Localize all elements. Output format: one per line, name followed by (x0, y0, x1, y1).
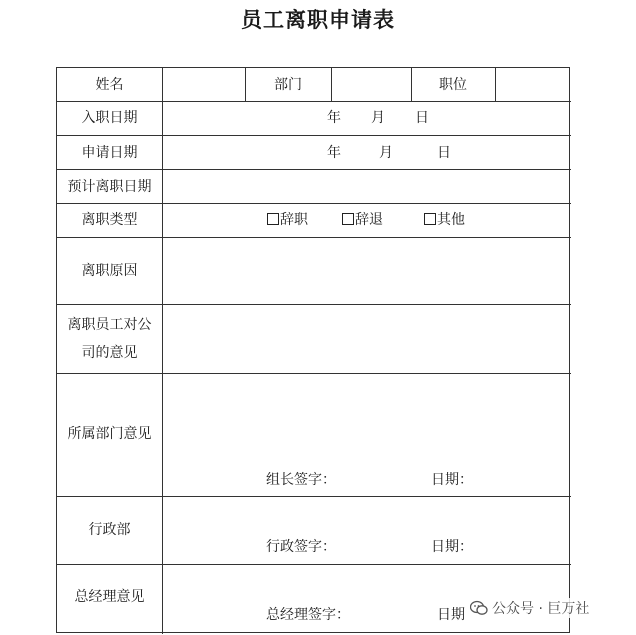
hire-date-day: 日 (415, 110, 429, 126)
hire-date-month: 月 (371, 110, 385, 126)
reason-field[interactable] (163, 238, 570, 304)
checkbox-icon[interactable] (342, 213, 354, 225)
row-divider (57, 101, 571, 102)
watermark (470, 598, 589, 618)
team-leader-sign-label: 组长签字： (266, 472, 336, 488)
option-dismissed-label: 辞退 (355, 212, 383, 228)
admin-sign-label: 行政签字： (266, 539, 336, 555)
option-resign-label: 辞职 (280, 212, 308, 228)
employee-opinion-label (57, 313, 162, 365)
wechat-icon (470, 600, 488, 616)
option-resign[interactable] (267, 211, 308, 229)
position-field[interactable] (496, 68, 570, 101)
employee-opinion-label-line1: 离职员工对公 (67, 317, 152, 333)
dept-date-label: 日期： (431, 472, 473, 488)
planned-date-label: 预计离职日期 (67, 179, 152, 195)
apply-date-label: 申请日期 (81, 145, 138, 161)
row-divider (57, 496, 571, 497)
dept-opinion-label: 所属部门意见 (67, 426, 152, 442)
dept-opinion-field[interactable] (163, 374, 570, 464)
option-other[interactable] (424, 211, 465, 229)
apply-date-day: 日 (437, 145, 451, 161)
reason-label: 离职原因 (81, 263, 138, 279)
resignation-form-table (56, 67, 570, 633)
hire-date-year: 年 (327, 110, 341, 126)
gm-opinion-label: 总经理意见 (74, 589, 145, 605)
department-label: 部门 (274, 77, 302, 93)
employee-opinion-field[interactable] (163, 305, 570, 373)
admin-date-label: 日期： (431, 539, 473, 555)
checkbox-icon[interactable] (424, 213, 436, 225)
position-label: 职位 (439, 77, 467, 93)
admin-dept-label: 行政部 (88, 522, 131, 538)
apply-date-month: 月 (379, 145, 393, 161)
form-title: 员工离职申请表 (241, 7, 395, 32)
row-divider (57, 564, 571, 565)
row-divider (57, 169, 571, 170)
department-field[interactable] (332, 68, 411, 101)
apply-date-year: 年 (327, 145, 341, 161)
resignation-type-label: 离职类型 (81, 212, 138, 228)
watermark-text: 公众号 · 巨万社 (492, 601, 590, 617)
name-label: 姓名 (95, 77, 124, 93)
gm-date-label: 日期 (437, 607, 465, 623)
gm-sign-label: 总经理签字： (266, 607, 350, 623)
employee-opinion-label-line2: 司的意见 (81, 345, 138, 361)
hire-date-label: 入职日期 (81, 110, 138, 126)
row-divider (57, 135, 571, 136)
checkbox-icon[interactable] (267, 213, 279, 225)
option-other-label: 其他 (437, 212, 465, 228)
option-dismissed[interactable] (342, 211, 383, 229)
row-divider (57, 203, 571, 204)
name-field[interactable] (163, 68, 245, 101)
